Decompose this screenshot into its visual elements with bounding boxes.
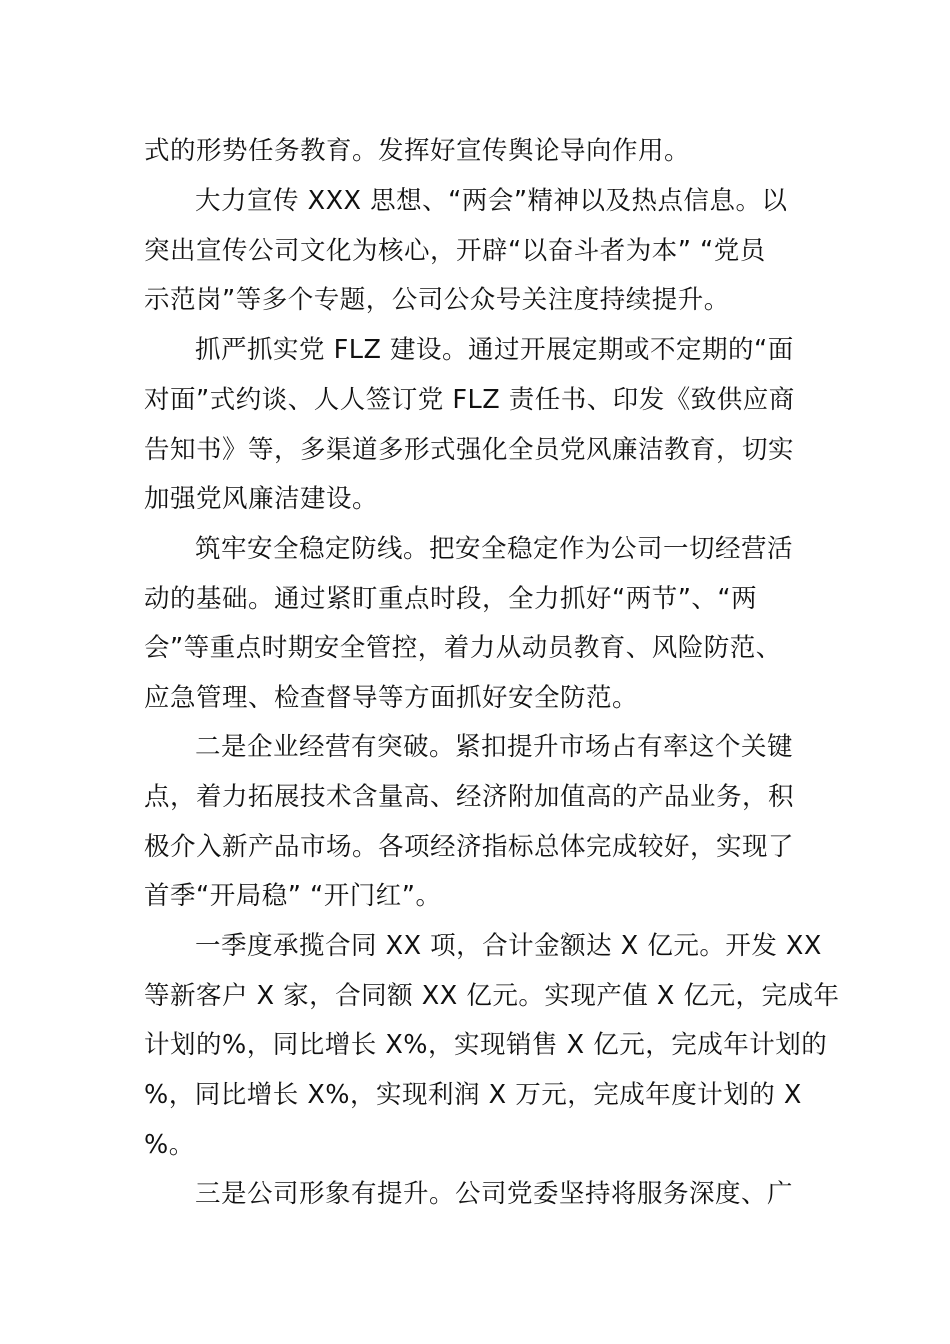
paragraph-line: 示范岗”等多个专题，公司公众号关注度持续提升。 [144,285,730,315]
paragraph-line: 告知书》等，多渠道多形式强化全员党风廉洁教育，切实 [144,435,795,465]
paragraph-line: 动的基础。通过紧盯重点时段，全力抓好“两节”、“两 [144,584,758,614]
paragraph-line: 突出宣传公司文化为核心，开辟“以奋斗者为本” “党员 [144,236,766,266]
paragraph-line: 二是企业经营有突破。紧扣提升市场占有率这个关键 [195,732,794,762]
paragraph-line: 抓严抓实党 FLZ 建设。通过开展定期或不定期的“面 [195,335,794,365]
paragraph-line: 加强党风廉洁建设。 [144,484,379,514]
paragraph-line: 计划的%，同比增长 X%，实现销售 X 亿元，完成年计划的 [144,1030,828,1060]
paragraph-line: 大力宣传 XXX 思想、“两会”精神以及热点信息。以 [195,186,788,216]
paragraph-line: 极介入新产品市场。各项经济指标总体完成较好，实现了 [144,832,795,862]
paragraph-line: 首季“开局稳” “开门红”。 [144,881,442,911]
paragraph-line: 点，着力拓展技术含量高、经济附加值高的产品业务，积 [144,782,795,812]
paragraph-line: 一季度承揽合同 XX 项，合计金额达 X 亿元。开发 XX [195,931,822,961]
paragraph-line: 对面”式约谈、人人签订党 FLZ 责任书、印发《致供应商 [144,385,795,415]
paragraph-line: 等新客户 X 家，合同额 XX 亿元。实现产值 X 亿元，完成年 [144,981,840,1011]
paragraph-line: 会”等重点时期安全管控，着力从动员教育、风险防范、 [144,633,782,663]
paragraph-line: 筑牢安全稳定防线。把安全稳定作为公司一切经营活 [195,534,794,564]
paragraph-line: 三是公司形象有提升。公司党委坚持将服务深度、广 [195,1179,794,1209]
paragraph-line: %。 [144,1130,195,1160]
paragraph-line: %，同比增长 X%，实现利润 X 万元，完成年度计划的 X [144,1080,802,1110]
paragraph-line: 应急管理、检查督导等方面抓好安全防范。 [144,683,639,713]
paragraph-line: 式的形势任务教育。发挥好宣传舆论导向作用。 [144,136,691,166]
